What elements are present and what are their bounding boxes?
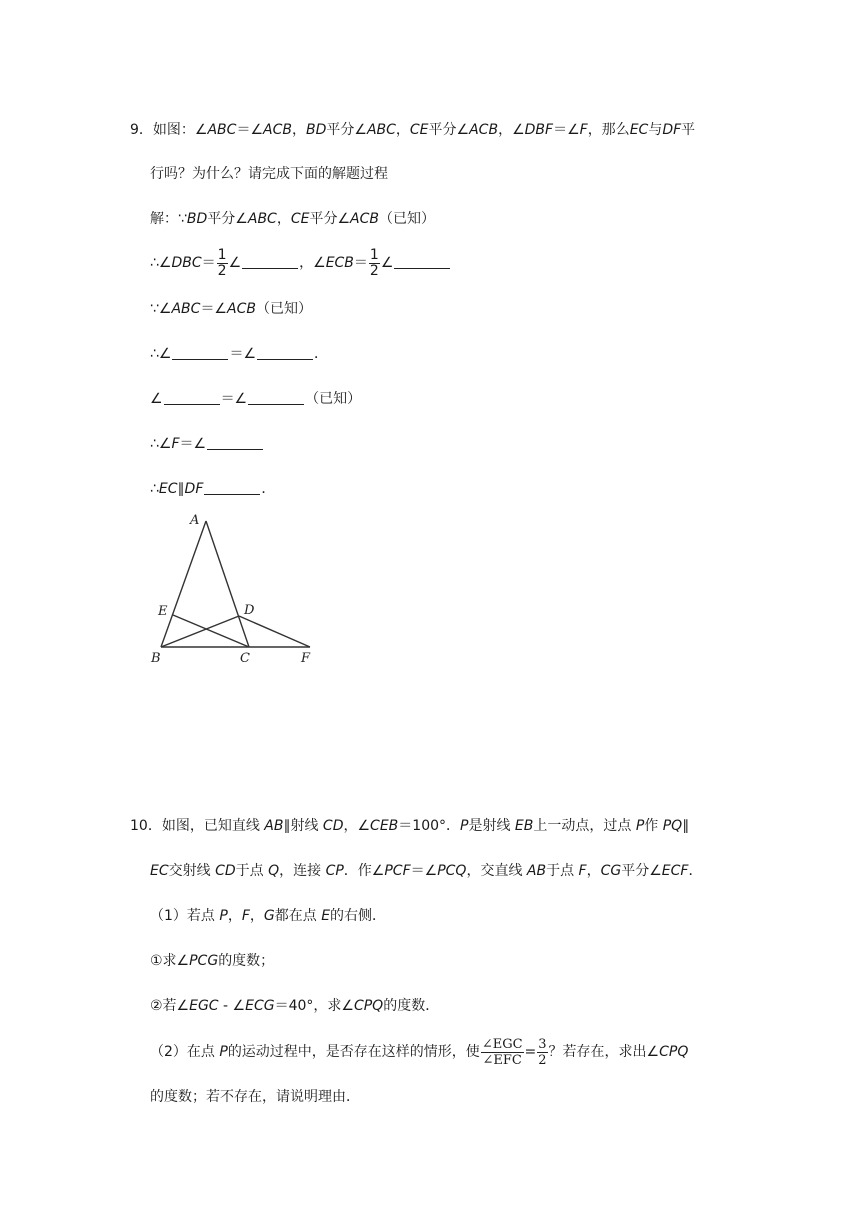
text: P (460, 818, 469, 834)
text: ． (261, 481, 276, 497)
text: ECG (245, 998, 275, 1014)
text: ＝40°，求∠ (274, 998, 354, 1014)
text: BD (186, 211, 208, 227)
q10-number: 10． (130, 818, 162, 834)
text: P (635, 818, 645, 834)
text: 平分 (428, 122, 457, 138)
q9-step-3 (150, 298, 312, 320)
text: ABC (171, 301, 201, 317)
text: BD (305, 122, 327, 138)
text: 2 (217, 262, 227, 279)
text: 如图，已知直线 (161, 818, 265, 834)
text: ＝ (236, 122, 251, 138)
segment-ce (173, 615, 249, 647)
text: CE (290, 211, 310, 227)
fraction-three-halves (537, 1037, 547, 1068)
text: F (171, 436, 180, 452)
text: ， (498, 122, 513, 138)
text: ． (314, 346, 329, 362)
text: PCQ (437, 863, 467, 879)
point-label-b: B (151, 651, 161, 666)
text: 的度数； (218, 953, 275, 969)
q10-part2-cont: 的度数；若不存在，请说明理由． (150, 1089, 360, 1105)
text: ∠EGC (481, 1036, 523, 1052)
text: 是射线 (468, 818, 515, 834)
text: 2 (538, 1052, 547, 1068)
text: ∠ (228, 255, 242, 271)
text: 射线 (290, 818, 323, 834)
text: 的运动过程中，是否存在这样的情形，使 (227, 1044, 480, 1060)
text: ABC (207, 122, 237, 138)
answer-blank[interactable] (394, 254, 450, 269)
text: 如图： (152, 122, 195, 138)
figure-lines (161, 521, 310, 647)
text: 1 (217, 246, 227, 263)
text: ACB (263, 122, 292, 138)
text: G (263, 908, 275, 924)
text: ．作∠ (343, 863, 385, 879)
text: F (579, 122, 588, 138)
text: ＝∠ (229, 346, 257, 362)
text: ∠ (194, 122, 208, 138)
text: CG (600, 863, 622, 879)
text: 平分∠ (207, 211, 248, 227)
answer-blank[interactable] (207, 435, 263, 450)
text: ， (586, 863, 601, 879)
q9-step-4 (150, 343, 328, 365)
q9-step-5 (150, 388, 361, 410)
text: ＝ (201, 255, 216, 271)
text: CEB (370, 818, 399, 834)
segment-ab (161, 521, 206, 647)
text: = (524, 1044, 537, 1060)
text: CD (215, 863, 236, 879)
q10-part1-ii (150, 995, 439, 1017)
text: （1）若点 (150, 908, 220, 924)
text: ∥ (177, 481, 185, 497)
text: 与 (648, 122, 663, 138)
text: PCG (189, 953, 219, 969)
text: 交射线 (168, 863, 216, 879)
point-label-c: C (240, 651, 250, 666)
q10-part1-i (150, 950, 274, 972)
q9-step-6 (150, 433, 264, 455)
text: ABC (366, 122, 396, 138)
text: AB (264, 818, 284, 834)
text: 都在点 (274, 908, 322, 924)
text: ①求∠ (150, 953, 190, 969)
text: DF (662, 122, 682, 138)
text: ， (276, 211, 291, 227)
text: （已知） (379, 211, 435, 227)
text: AB (526, 863, 547, 879)
text: DF (184, 481, 204, 497)
text: ＝∠ (200, 301, 227, 317)
q10-part2 (150, 1035, 688, 1069)
q9-step-1 (150, 208, 435, 230)
text: ∥ (283, 818, 291, 834)
text: Q (268, 863, 280, 879)
text: ∴ (150, 481, 159, 497)
text: 于点 (546, 863, 579, 879)
text: ， (395, 122, 410, 138)
text: P (219, 908, 228, 924)
point-label-a: A (190, 513, 200, 528)
text: ACB (227, 301, 256, 317)
segment-ac (206, 521, 249, 647)
text: 作 (644, 818, 663, 834)
text: （2）在点 (150, 1044, 220, 1060)
text: 上一动点，过点 (533, 818, 636, 834)
q9-step-7 (150, 478, 275, 500)
text: 1 (369, 246, 379, 263)
answer-blank[interactable] (204, 480, 260, 495)
text: CP (325, 863, 344, 879)
text: 的右侧． (330, 908, 387, 924)
text: ＝∠ (179, 436, 207, 452)
text: ABC (247, 211, 277, 227)
text: ，连接 (279, 863, 326, 879)
text: （已知） (255, 301, 312, 317)
text: 平分 (326, 122, 355, 138)
text: ECF (661, 863, 689, 879)
text: P (219, 1044, 228, 1060)
text: 3 (538, 1036, 547, 1052)
text: DBF (524, 122, 554, 138)
text: ＝∠ (220, 391, 248, 407)
point-label-f: F (301, 651, 311, 666)
text: 平分∠ (309, 211, 351, 227)
q9-triangle-figure (140, 505, 330, 675)
text: EC (629, 122, 649, 138)
text: - ∠ (218, 998, 246, 1014)
angle-ratio-fraction (481, 1037, 524, 1068)
text: ∠ (354, 122, 367, 138)
text: ， (291, 122, 306, 138)
q9-line-2: 行吗？为什么？请完成下面的解题过程 (150, 166, 388, 182)
text: F (241, 908, 250, 924)
text: ∵∠ (150, 301, 172, 317)
q9-line-1 (130, 119, 695, 141)
q10-part1 (150, 905, 386, 927)
text: E (321, 908, 331, 924)
text: EC (158, 481, 178, 497)
text: ACB (469, 122, 499, 138)
text: ， (227, 908, 242, 924)
text: 平分∠ (621, 863, 662, 879)
text: ACB (350, 211, 379, 227)
text: 平 (681, 122, 696, 138)
text: ∴∠ (150, 436, 172, 452)
text: CPQ (353, 998, 384, 1014)
text: ＝∠ (410, 863, 438, 879)
text: 的度数． (383, 998, 440, 1014)
q10-line-2 (150, 860, 702, 882)
text: CPQ (659, 1044, 689, 1060)
segment-bd (161, 616, 239, 647)
text: ＝ (553, 122, 568, 138)
text: ∠ (512, 122, 525, 138)
q10-line-1 (130, 815, 689, 837)
text: F (578, 863, 587, 879)
answer-blank[interactable] (248, 390, 304, 405)
text: EGC (189, 998, 219, 1014)
point-label-e: E (158, 604, 168, 619)
text: 解：∵ (150, 211, 187, 227)
text: ，那么 (587, 122, 630, 138)
text: 于点 (235, 863, 269, 879)
text: ． (688, 863, 703, 879)
point-label-d: D (244, 603, 255, 618)
text: ？若存在，求出∠ (548, 1044, 660, 1060)
answer-blank[interactable] (164, 390, 220, 405)
text: DBC (171, 255, 202, 271)
text: ∠ (456, 122, 470, 138)
text: ，∠ (299, 255, 326, 271)
text: EC (150, 863, 169, 879)
text: ＝100°． (398, 818, 461, 834)
text: PQ (662, 818, 683, 834)
text: ，∠ (343, 818, 371, 834)
fraction-one-half (217, 248, 228, 279)
text: ECB (325, 255, 354, 271)
text: ∴∠ (150, 255, 172, 271)
q9-step-2 (150, 247, 451, 279)
text: ∠EFC (482, 1052, 522, 1068)
text: ∠ (567, 122, 580, 138)
fraction-one-half (369, 248, 380, 279)
text: ∥ (682, 818, 690, 834)
q9-number: 9． (130, 122, 153, 138)
text: ，交直线 (466, 863, 527, 879)
text: ∠ (380, 255, 394, 271)
text: ， (249, 908, 264, 924)
answer-blank[interactable] (257, 345, 313, 360)
text: PCF (384, 863, 411, 879)
text: CD (322, 818, 344, 834)
text: EB (514, 818, 534, 834)
text: ＝ (353, 255, 368, 271)
text: ∠ (250, 122, 264, 138)
text: （已知） (305, 391, 362, 407)
text: CE (409, 122, 429, 138)
text: 2 (369, 262, 379, 279)
text: ∠ (150, 391, 163, 407)
segment-df (239, 616, 310, 647)
text: ②若∠ (150, 998, 190, 1014)
answer-blank[interactable] (242, 254, 298, 269)
answer-blank[interactable] (172, 345, 228, 360)
text: ∴∠ (150, 346, 172, 362)
